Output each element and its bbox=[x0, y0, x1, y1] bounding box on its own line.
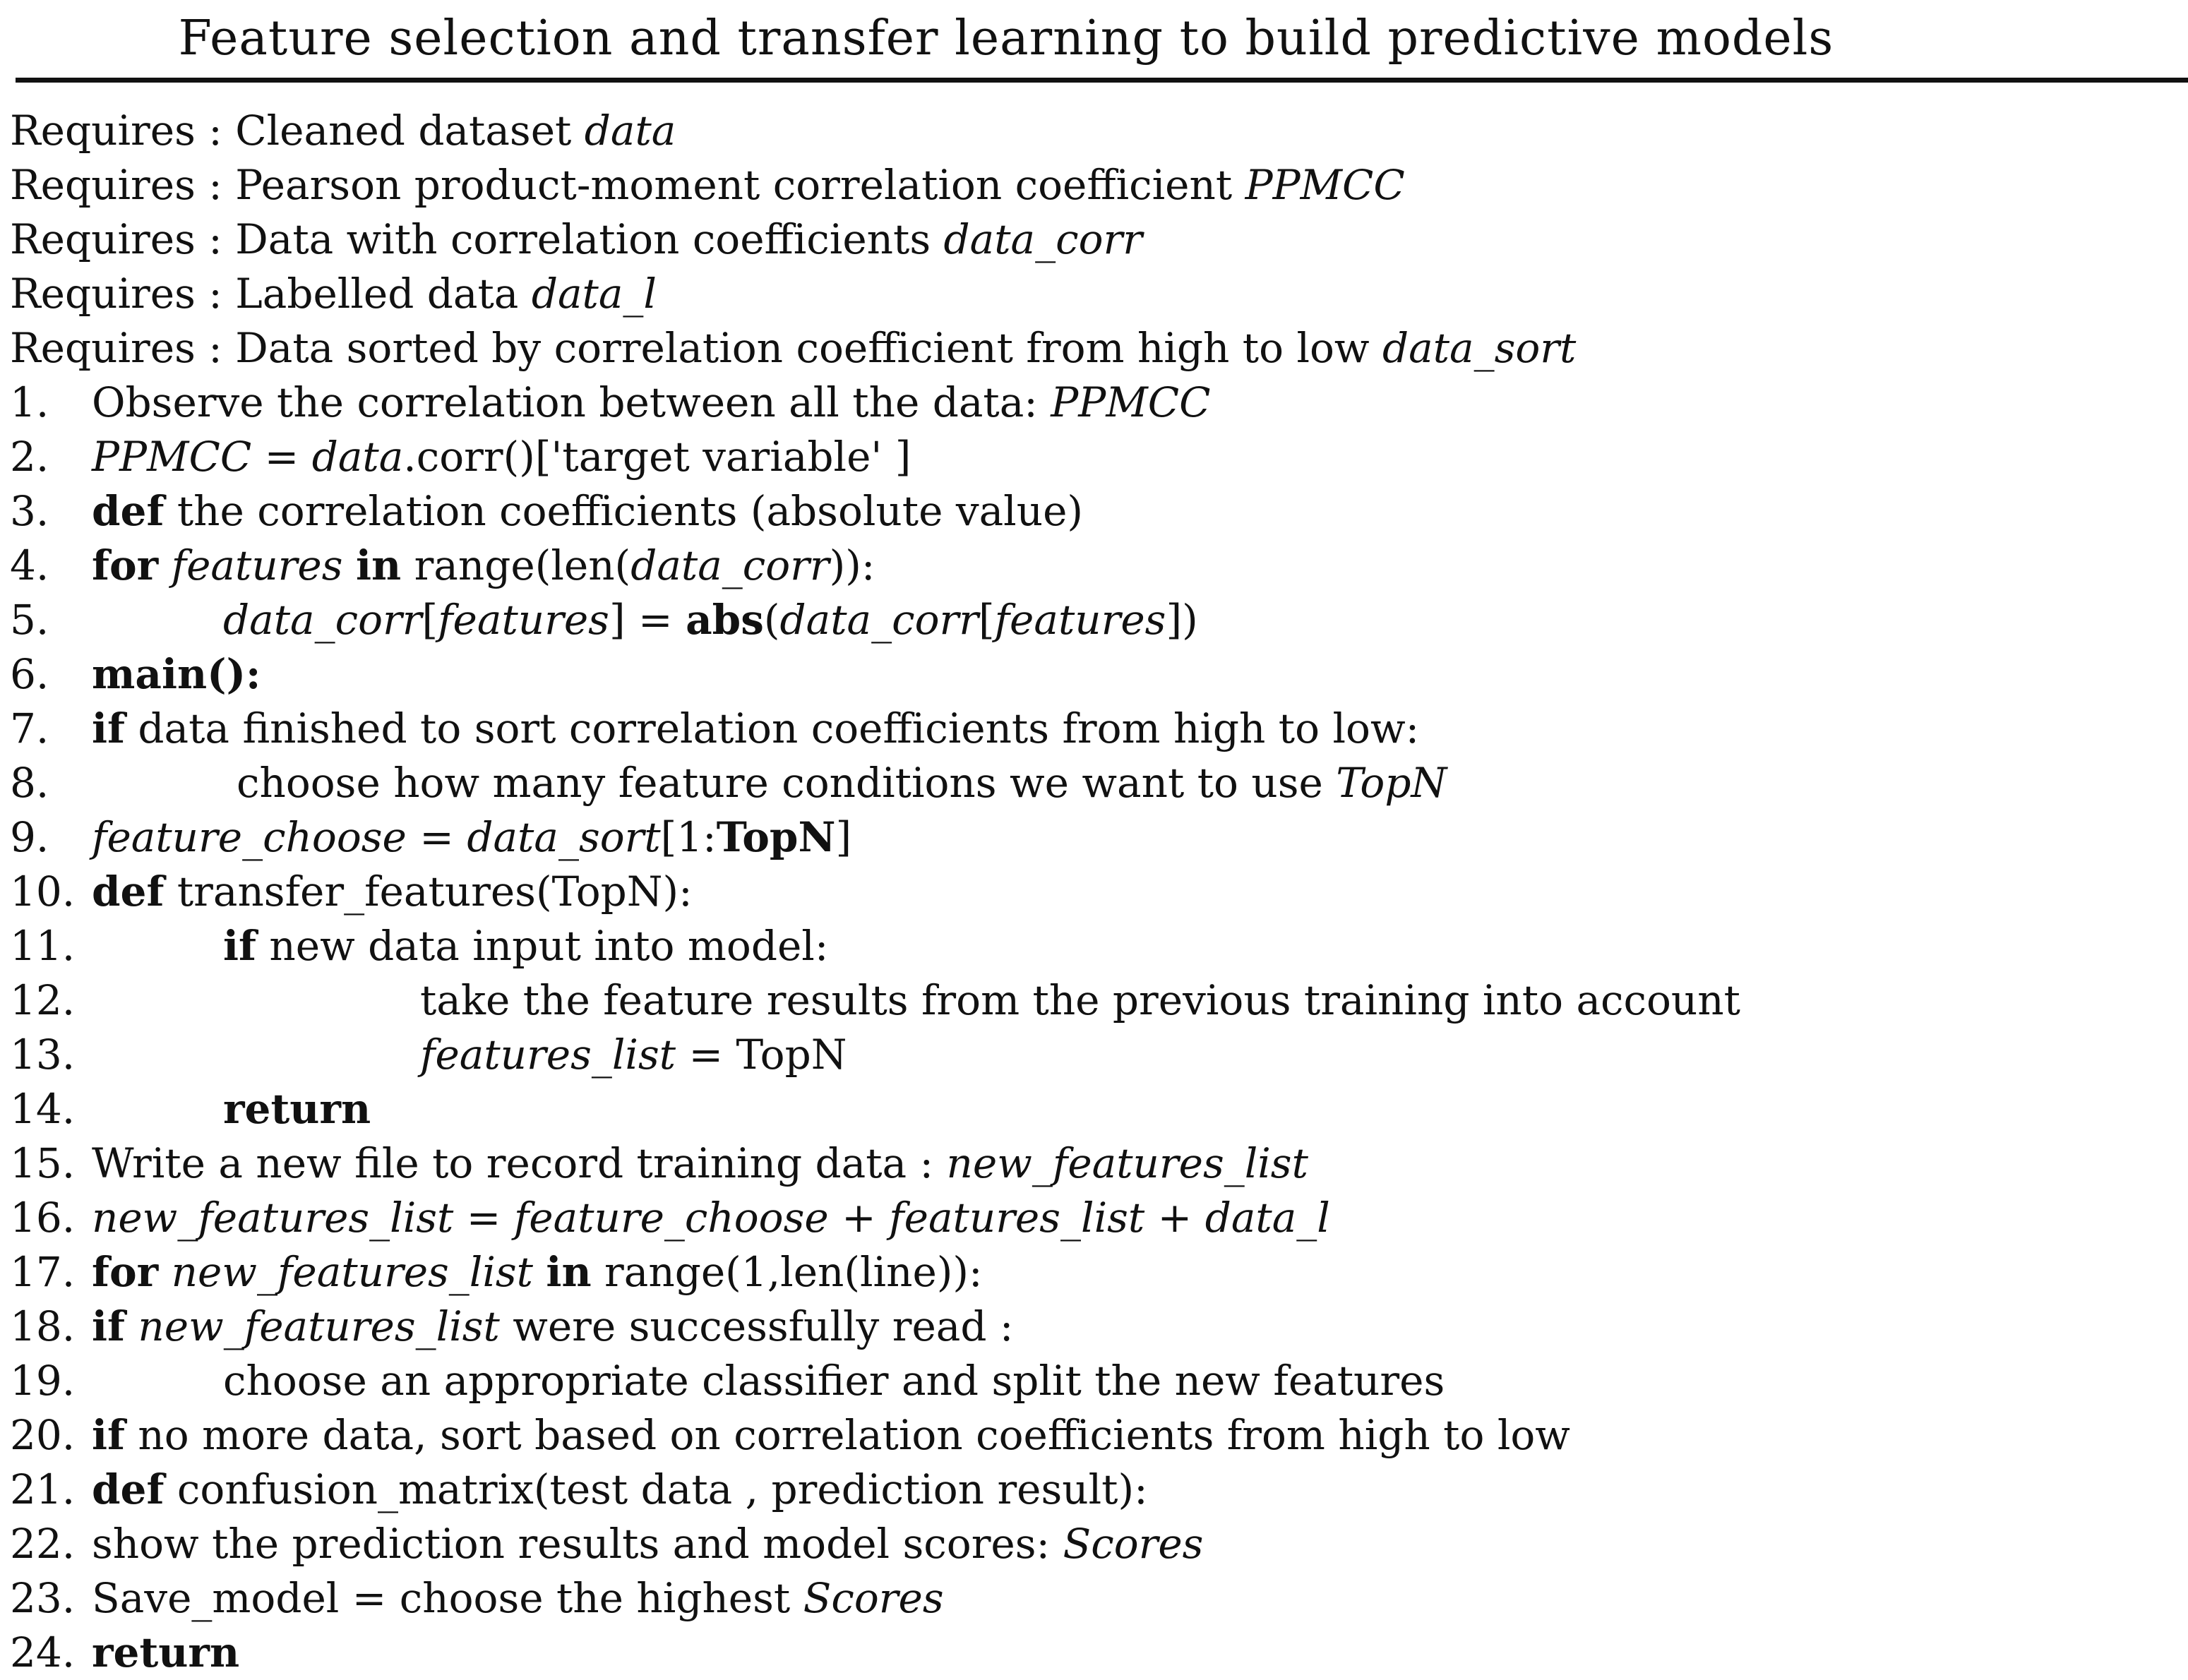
variable: data_sort bbox=[467, 813, 661, 861]
algorithm-line bbox=[10, 158, 2188, 212]
keyword: def bbox=[92, 1465, 165, 1513]
algorithm-line bbox=[10, 1626, 2188, 1680]
keyword: if bbox=[92, 1411, 125, 1459]
algorithm-line bbox=[10, 104, 2188, 158]
line-number: 6. bbox=[10, 650, 49, 698]
text-segment: Save_model = choose the highest bbox=[92, 1574, 803, 1622]
line-number: 20. bbox=[10, 1411, 76, 1459]
algorithm-line bbox=[10, 539, 2188, 593]
line-text bbox=[92, 1626, 239, 1680]
text-segment: range(1,len(line)): bbox=[591, 1248, 983, 1296]
variable: Scores bbox=[803, 1574, 944, 1622]
line-number: 24. bbox=[10, 1628, 76, 1676]
line-number: 15. bbox=[10, 1139, 76, 1187]
line-text bbox=[10, 104, 676, 158]
variable: feature_choose bbox=[513, 1194, 829, 1242]
text-segment: [ bbox=[422, 596, 438, 644]
line-number: 11. bbox=[10, 922, 76, 970]
text-segment: Write a new file to record training data : bbox=[92, 1139, 947, 1187]
line-number: 18. bbox=[10, 1302, 76, 1350]
line-text bbox=[92, 1463, 1148, 1517]
line-number: 14. bbox=[10, 1085, 76, 1133]
variable: new_features_list bbox=[171, 1248, 533, 1296]
line-number: 2. bbox=[10, 433, 49, 481]
line-text bbox=[92, 376, 1210, 430]
keyword: def bbox=[92, 868, 165, 916]
variable: PPMCC bbox=[1245, 161, 1405, 209]
algorithm-line bbox=[10, 702, 2188, 756]
title-rule bbox=[16, 78, 2188, 83]
text-segment: confusion_matrix(test data , prediction result): bbox=[164, 1465, 1148, 1513]
line-number: 5. bbox=[10, 596, 49, 644]
algorithm-line bbox=[10, 1463, 2188, 1517]
line-text bbox=[92, 1517, 1203, 1571]
variable: data bbox=[584, 107, 676, 155]
text-segment: no more data, sort based on correlation coefficients from high to low bbox=[124, 1411, 1570, 1459]
text-segment: ] = bbox=[609, 596, 686, 644]
text-segment bbox=[125, 1302, 138, 1350]
line-text bbox=[237, 756, 1447, 810]
line-number: 9. bbox=[10, 813, 49, 861]
line-text bbox=[92, 1571, 944, 1626]
line-number: 4. bbox=[10, 541, 49, 589]
algorithm-line bbox=[10, 484, 2188, 539]
text-segment: choose how many feature conditions we want to use bbox=[237, 759, 1337, 807]
text-segment: Requires : Labelled data bbox=[10, 270, 532, 318]
algorithm-line bbox=[10, 430, 2188, 484]
algorithm-line bbox=[10, 321, 2188, 376]
text-segment: .corr()['target variable' ] bbox=[403, 433, 911, 481]
keyword: in bbox=[355, 541, 402, 589]
text-segment: ]) bbox=[1166, 596, 1198, 644]
line-text bbox=[92, 1300, 1013, 1354]
variable: data_corr bbox=[943, 215, 1142, 263]
variable: PPMCC bbox=[1051, 378, 1211, 426]
text-segment: [1: bbox=[660, 813, 717, 861]
text-segment: ( bbox=[763, 596, 780, 644]
variable: features_list bbox=[420, 1031, 676, 1079]
algorithm-line bbox=[10, 212, 2188, 267]
text-segment bbox=[158, 1248, 171, 1296]
line-text bbox=[92, 647, 261, 702]
text-segment: Requires : Data sorted by correlation coefficient from high to low bbox=[10, 324, 1382, 372]
text-segment: show the prediction results and model scores: bbox=[92, 1520, 1063, 1568]
line-number: 1. bbox=[10, 378, 49, 426]
line-text bbox=[92, 1191, 1330, 1245]
text-segment: ] bbox=[835, 813, 852, 861]
line-number: 7. bbox=[10, 704, 49, 752]
text-segment: + bbox=[1144, 1194, 1205, 1242]
line-number: 3. bbox=[10, 487, 49, 535]
algorithm-line bbox=[10, 1028, 2188, 1082]
text-segment: = bbox=[453, 1194, 514, 1242]
line-text bbox=[10, 158, 1405, 212]
line-text bbox=[420, 1028, 847, 1082]
line-text bbox=[92, 702, 1419, 756]
line-number: 12. bbox=[10, 976, 76, 1024]
line-number: 8. bbox=[10, 759, 49, 807]
line-number: 13. bbox=[10, 1031, 76, 1079]
line-text bbox=[92, 430, 911, 484]
keyword: return bbox=[92, 1628, 240, 1676]
line-text bbox=[10, 321, 1576, 376]
variable: Scores bbox=[1063, 1520, 1204, 1568]
text-segment: = bbox=[251, 433, 312, 481]
algorithm-line bbox=[10, 267, 2188, 321]
line-text bbox=[92, 1408, 1570, 1463]
variable: data_l bbox=[531, 270, 657, 318]
algorithm-line bbox=[10, 919, 2188, 973]
line-text bbox=[92, 865, 693, 919]
line-text bbox=[223, 919, 828, 973]
keyword: return bbox=[223, 1085, 371, 1133]
line-text bbox=[223, 593, 1198, 647]
line-text bbox=[223, 1082, 371, 1136]
variable: new_features_list bbox=[138, 1302, 500, 1350]
variable: features_list bbox=[889, 1194, 1145, 1242]
variable: data_corr bbox=[779, 596, 979, 644]
algorithm-title: Feature selection and transfer learning to build predictive models bbox=[178, 11, 1834, 66]
algorithm-line bbox=[10, 756, 2188, 810]
text-segment: new data input into model: bbox=[256, 922, 829, 970]
keyword: main(): bbox=[92, 650, 261, 698]
line-text bbox=[92, 1245, 983, 1300]
line-text bbox=[10, 212, 1142, 267]
text-segment: range(len( bbox=[401, 541, 631, 589]
variable: features bbox=[171, 541, 343, 589]
line-text bbox=[92, 1136, 1308, 1191]
keyword: TopN bbox=[716, 813, 836, 861]
variable: features bbox=[994, 596, 1166, 644]
variable: new_features_list bbox=[92, 1194, 454, 1242]
line-text bbox=[92, 484, 1083, 539]
algorithm-line bbox=[10, 593, 2188, 647]
line-text bbox=[420, 973, 1740, 1028]
line-number: 16. bbox=[10, 1194, 76, 1242]
keyword: in bbox=[546, 1248, 592, 1296]
variable: features bbox=[438, 596, 609, 644]
algorithm-line bbox=[10, 1408, 2188, 1463]
text-segment: Observe the correlation between all the data: bbox=[92, 378, 1051, 426]
line-text bbox=[92, 810, 851, 865]
text-segment: transfer_features(TopN): bbox=[164, 868, 693, 916]
keyword: if bbox=[92, 704, 125, 752]
text-segment: = bbox=[406, 813, 467, 861]
keyword: abs bbox=[686, 596, 764, 644]
text-segment: + bbox=[828, 1194, 890, 1242]
line-number: 17. bbox=[10, 1248, 76, 1296]
algorithm-line bbox=[10, 1082, 2188, 1136]
line-text bbox=[10, 267, 657, 321]
algorithm-body bbox=[10, 104, 2188, 1680]
text-segment: take the feature results from the previous training into account bbox=[420, 976, 1740, 1024]
algorithm-line bbox=[10, 865, 2188, 919]
line-text bbox=[92, 539, 875, 593]
text-segment: the correlation coefficients (absolute value) bbox=[164, 487, 1084, 535]
keyword: def bbox=[92, 487, 165, 535]
variable: data bbox=[311, 433, 404, 481]
algorithm-line bbox=[10, 1136, 2188, 1191]
text-segment bbox=[158, 541, 171, 589]
variable: TopN bbox=[1336, 759, 1447, 807]
text-segment: Requires : Data with correlation coefficients bbox=[10, 215, 944, 263]
algorithm-line bbox=[10, 376, 2188, 430]
algorithm-line bbox=[10, 973, 2188, 1028]
keyword: if bbox=[223, 922, 256, 970]
variable: data_l bbox=[1204, 1194, 1330, 1242]
algorithm-line bbox=[10, 1354, 2188, 1408]
line-number: 23. bbox=[10, 1574, 76, 1622]
text-segment: choose an appropriate classifier and split the new features bbox=[223, 1357, 1445, 1405]
variable: feature_choose bbox=[92, 813, 407, 861]
line-number: 10. bbox=[10, 868, 76, 916]
variable: data_sort bbox=[1382, 324, 1577, 372]
line-text bbox=[223, 1354, 1445, 1408]
variable: data_corr bbox=[630, 541, 830, 589]
variable: PPMCC bbox=[92, 433, 252, 481]
keyword: if bbox=[92, 1302, 125, 1350]
text-segment: = TopN bbox=[676, 1031, 847, 1079]
text-segment: were successfully read : bbox=[499, 1302, 1014, 1350]
algorithm-line bbox=[10, 647, 2188, 702]
algorithm-line bbox=[10, 1191, 2188, 1245]
algorithm-line bbox=[10, 1300, 2188, 1354]
keyword: for bbox=[92, 1248, 159, 1296]
algorithm-line bbox=[10, 1245, 2188, 1300]
keyword: for bbox=[92, 541, 159, 589]
variable: data_corr bbox=[223, 596, 422, 644]
line-number: 21. bbox=[10, 1465, 76, 1513]
line-number: 22. bbox=[10, 1520, 76, 1568]
algorithm-line bbox=[10, 810, 2188, 865]
text-segment bbox=[533, 1248, 546, 1296]
text-segment bbox=[343, 541, 356, 589]
text-segment: Requires : Pearson product-moment correlation coefficient bbox=[10, 161, 1245, 209]
line-number: 19. bbox=[10, 1357, 76, 1405]
algorithm-line bbox=[10, 1517, 2188, 1571]
algorithm-line bbox=[10, 1571, 2188, 1626]
variable: new_features_list bbox=[946, 1139, 1308, 1187]
text-segment: Requires : Cleaned dataset bbox=[10, 107, 585, 155]
text-segment: data finished to sort correlation coefficients from high to low: bbox=[124, 704, 1420, 752]
text-segment: [ bbox=[978, 596, 995, 644]
text-segment: )): bbox=[829, 541, 875, 589]
